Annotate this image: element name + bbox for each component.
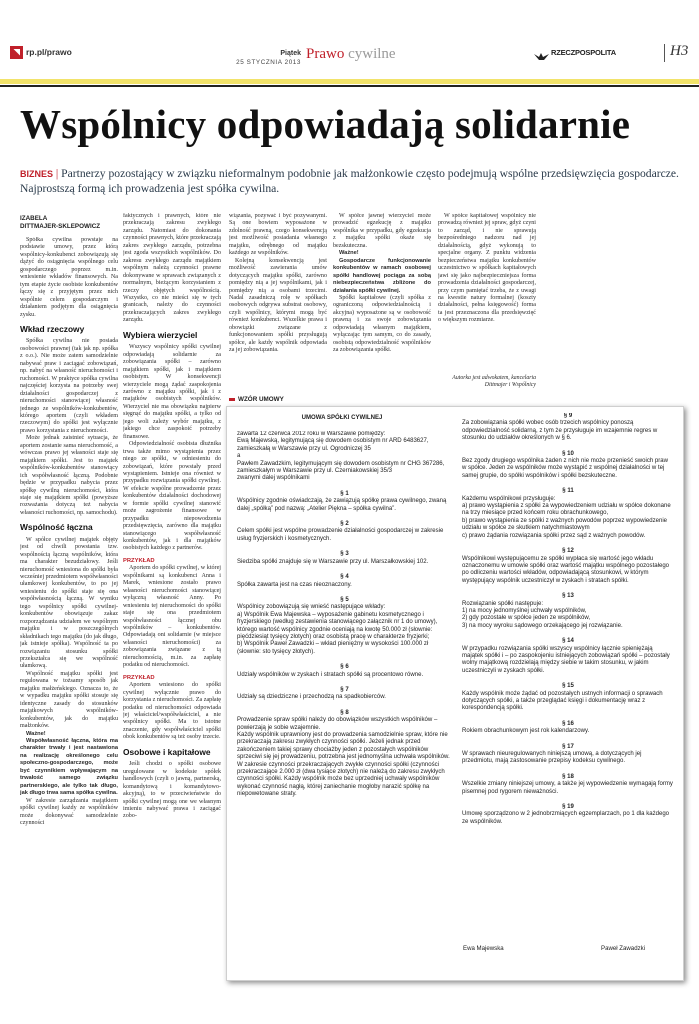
contract-paragraph: Za zobowiązania spółki wobec osób trzecich wspólnicy ponoszą odpowiedzialność solidarną, z tym że przysługuje im wzajemnie regres w stosunku do udziałów określonych w § 6. xyxy=(462,420,658,442)
author-note-line2: Dittmajer i Wspólnicy xyxy=(484,382,536,388)
contract-paragraph: 1) na mocy jednomyślnej uchwały wspólników, xyxy=(462,607,587,614)
publication-logo xyxy=(534,48,616,57)
contract-paragraph: a) Wspólnik Ewa Majewska – wyposażenie gabinetu kosmetycznego i fryzjerskiego (według zestawienia stanowiącego załącznik nr 1 do umowy), którego wartość wspólnicy zgodnie oceniają na kwotę 50.000 zł (słownie: pięćdziesiąt tysięcy złotych) oraz osobistą pracę w charakterze fryzjerki; xyxy=(237,611,438,640)
author-byline xyxy=(20,215,118,231)
lead-text: Partnerzy pozostający w związku nieformalnym podobnie jak małżonkowie często podejmują wspólne przedsięwzięcia gospodarcze. Najprostszą formą ich prowadzenia jest spółka cywilna. xyxy=(20,167,679,195)
contract-section-number: § 17 xyxy=(562,743,574,750)
note-paragraph: Ważne! xyxy=(26,730,46,737)
contract-paragraph: b) prawo wystąpienia ze spółki z ważnych powodów poprzez wypowiedzenie udziału w spółce ze skutkiem natychmiastowym xyxy=(462,517,668,532)
article-column-4 xyxy=(333,213,431,393)
rp-logo-icon xyxy=(10,46,23,59)
contract-paragraph: 3) na mocy wyroku sądowego orzekającego jej rozwiązanie. xyxy=(462,622,623,629)
contract-paragraph: Każdemu wspólnikowi przysługuje: xyxy=(462,495,556,502)
signature-left: Ewa Majewska xyxy=(463,945,504,952)
contract-section-number: § 1 xyxy=(340,490,349,497)
paragraph: Kolejną konsekwencją jest możliwość zawierania umów dotyczących majątku spółki, zarówno pomiędzy nią a jej wspólnikami, jak i pomiędzy nią a osobami trzecimi. Nadal zasadniczą rolę w spółkach osobowych odgrywa substrat osobowy, czyli wspólnicy, którymi mogą być również konkubenci. Wszelkie prawa i obowiązki związane z funkcjonowaniem spółki przysługują spółce, ale każdy wspólnik odpowiada za jej zobowiązania. xyxy=(229,257,327,354)
section-rule-thin xyxy=(0,85,699,87)
contract-section-number: § 14 xyxy=(562,638,574,645)
contract-title: UMOWA SPÓŁKI CYWILNEJ xyxy=(301,415,383,421)
category-label: BIZNES xyxy=(20,169,54,179)
contract-paragraph: c) prawo żądania rozwiązania spółki przez sąd z ważnych powodów. xyxy=(462,532,646,539)
contract-paragraph: Siedziba spółki znajduje się w Warszawie przy ul. Marszałkowskiej 102. xyxy=(237,558,429,565)
header-date: 25 STYCZNIA 2013 xyxy=(236,59,301,66)
contract-section-number: § 15 xyxy=(562,683,574,690)
author-note-line1: Autorka jest adwokatem, kancelaria xyxy=(452,375,536,381)
section-rule xyxy=(0,79,699,84)
page-number: H3 xyxy=(670,43,689,59)
note-paragraph: Gospodarcze funkcjonowanie konkubentów w ramach osobowej spółki handlowej pociąga za sobą niebezpieczeństwa zbliżone do działania spółki cywilnej. xyxy=(333,257,431,294)
paragraph: Wszyscy wspólnicy spółki cywilnej odpowiadają solidarnie za zobowiązania spółki – zarówno majątkiem spółki, jak i majątkiem osobistym. W konsekwencji wierzyciele mogą żądać zaspokojenia zarówno z majątku spółki, jak i z majątków osobistych wspólników. Wierzyciel nie ma obowiązku najpierw sięgnąć do majątku spółki, a tylko od jego woli zależy wybór majątku, z jakiego chce zaspokoić potrzeby finansowe. xyxy=(123,344,221,440)
contract-paragraph: Spółka zawarta jest na czas nieoznaczony. xyxy=(237,581,352,588)
contract-left-column xyxy=(237,431,452,963)
contract-section-number: § 3 xyxy=(340,551,349,558)
header-bar xyxy=(0,0,699,80)
paragraph: Spółka cywilna nie posiada osobowości prawnej (tak jak np. spółka z o.o.). Nie może zatem samodzielnie nabywać praw i zaciągać zobowiązań, np. nabyć na własność nieruchomości i ruchomości. W praktyce spółka cywilna najczęściej korzysta na potrzeby swej działalności gospodarczej z nieruchomości stanowiącej własność jednego ze wspólników-konkubentów, którego aportem (czyli wkładem rzeczowym) do spółki jest wyłącznie prawo korzystania z nieruchomości. xyxy=(20,338,118,434)
contract-document xyxy=(226,406,684,981)
contract-section-number: § 8 xyxy=(340,709,349,716)
contract-right-column xyxy=(462,413,674,883)
site-url[interactable]: rp.pl/prawo xyxy=(26,47,72,57)
template-label xyxy=(229,396,284,403)
contract-paragraph: Udziały wspólników w zyskach i stratach spółki są procentowo równe. xyxy=(237,671,424,678)
section-title xyxy=(306,46,396,63)
eagle-icon xyxy=(534,48,549,57)
paragraph: W zakresie zarządzania majątkiem spółki cywilnej każdy ze wspólników może dokonywać samodzielnie czynności xyxy=(20,797,118,826)
contract-paragraph: Rozwiązanie spółki następuje: xyxy=(462,600,544,607)
contract-paragraph: Każdy wspólnik może żądać od pozostałych ustnych informacji o sprawach dotyczących spółki, a także przeglądać księgi i dokumentację wraz z korespondencją spółki. xyxy=(462,690,663,712)
paragraph: W spółce cywilnej majątek objęty jest od chwili powstania tzw. wspólnością łączną wspólników, która ma charakter bezudziałowy. Jeśli nieruchomość wniesiona do spółki była wcześniej przedmiotem współwłasności ułamkowej konkubentów, to po jej wniesieniu do spółki staje się ona współwłasnością łączną. W wyniku tego wspólnicy spółki cywilnej-konkubentów obowiązuje zakaz rozporządzania udziałem we wspólnym majątku i w poszczególnych składnikach tego majątku (do jak długo, jak istnieje spółka). Wspólność ta po rozwiązaniu stosunku spółki przekształca się we wspólność ułamkową. xyxy=(20,536,118,670)
contract-paragraph: W przypadku rozwiązania spółki wszyscy wspólnicy łącznie spieniężają majątek spółki i – po zaspokojeniu istniejących zobowiązań spółki – pozostały wolny majątkową rozdzielają między siebie w takim stosunku, w jakim uczestniczyli w zyskach spółki. xyxy=(462,645,670,674)
paragraph: Aportem do spółki cywilnej, w której wspólnikami są konkubenci Anna i Marek, wniesione zostało prawo własności nieruchomości stanowiącej wyłączną własność Anny. Po wniesieniu tej nieruchomości do spółki staje się ona przedmiotem współwłasności łącznej obu wspólników – konkubentów. Odpowiadają oni solidarnie (w miejsce własności nieruchomości) za zobowiązania związane z tą nieruchomością, m.in. za zapłatę podatku od nieruchomości. xyxy=(123,565,221,669)
contract-paragraph: zawarta 12 czerwca 2012 roku w Warszawie pomiędzy: xyxy=(237,431,386,437)
contract-paragraph: Każdy wspólnik uprawniony jest do prowadzenia samodzielnie spraw, które nie przekraczają zakresu zwykłych czynności spółki. Jeżeli jednak przed zakończeniem takiej sprawy chociażby jeden z pozostałych wspólników sprzeciwi się jej prowadzeniu, potrzebna jest jednomyślna uchwała wspólników. xyxy=(237,732,450,761)
contract-paragraph: W zakresie czynności przekraczających zwykłe czynności spółki (czynności przekraczające 2.000 zł (dwa tysiące złotych) nie należą do zakresu zwykłych czynności spółki. Każdy wspólnik może bez uprzedniej uchwały wspólników wykonać czynność nagłą, której zaniechanie mogłoby narazić spółkę na niepowetowane straty. xyxy=(237,761,445,798)
author-note xyxy=(438,375,536,389)
contract-paragraph: Wspólnicy zobowiązują się wnieść następujące wkłady: xyxy=(237,604,386,611)
contract-section-number: § 16 xyxy=(562,720,574,727)
contract-paragraph: Pawłem Zawadzkim, legitymującym się dowodem osobistym nr CHG 367286, zamieszkałym w Warszawie przy ul. Czerniakowskiej 35/3 xyxy=(237,460,445,475)
category-separator: | xyxy=(55,167,62,180)
contract-paragraph: Wspólnikowi występującemu ze spółki wypłaca się wartość jego wkładu oznaczonemu w umowie spółki oraz wartość majątku wspólnego pozostałego po odliczeniu wartości wkładów, odpowiadającą stosunkowi, w którym występujący wspólnik uczestniczył w zyskach i stratach spółki. xyxy=(462,555,670,584)
contract-section-number: § 13 xyxy=(562,593,574,600)
contract-section-number: § 7 xyxy=(340,686,349,693)
contract-section-number: § 9 xyxy=(563,413,573,419)
note-paragraph: Współwłasność łączna, która ma charakter trwały i jest nastawiona na realizację określonego celu społeczno-gospodarczego, może być czynnikiem wpływającym na trwałość samego związku partnerskiego, ale tylko tak długo, jak długo trwa sama spółka cywilna. xyxy=(20,738,118,797)
note-paragraph: Ważne! xyxy=(339,250,359,257)
paragraph: Aportem wniesiono do spółki cywilnej wyłącznie prawo do korzystania z nieruchomości. Za zapłatę podatku od nieruchomości odpowiada jej właściciel/współwłaściciel, a nie wspólnicy spółki. Ma to istotne znaczenie, gdy współwłaściciel spółki obok konkubentów są też osoby trzecie. xyxy=(123,682,221,741)
contract-paragraph: W sprawach nieuregulowanych niniejszą umową, a dotyczących jej przedmiotu, mają zastosowanie przepisy kodeksu cywilnego. xyxy=(462,751,642,765)
paragraph: Wspólność majątku spółki jest regulowana w tożsamy sposób jak majątku małżeńskiego. Oznacza to, że w wypadku majątku spółki stosuje się identyczne zasady do stosunków majątkowych wspólników-konkubentów, jak do majątku małżonków. xyxy=(20,670,118,730)
contract-section-number: § 11 xyxy=(562,488,574,495)
contract-paragraph: Ewą Majewską, legitymującą się dowodem osobistym nr ARD 6483627, zamieszkałą w Warszawie przy ul. Ogrodniczej 35 xyxy=(237,438,429,452)
template-label-text: WZÓR UMOWY xyxy=(238,396,284,403)
contract-section-number: § 12 xyxy=(562,548,574,555)
contract-paragraph: Rokiem obrachunkowym jest rok kalendarzowy. xyxy=(462,728,590,735)
contract-section-number: § 5 xyxy=(340,596,349,603)
article-column-5 xyxy=(438,213,536,393)
paragraph: W spółce jawnej wierzyciel może prowadzić egzekucję z majątku wspólnika w przypadku, gdy egzekucja z majątku spółki okaże się bezskuteczna. xyxy=(333,213,431,249)
contract-paragraph: a) prawo wystąpienia z spółki za wypowiedzeniem udziału w spółce dokonane na trzy miesiące przed końcem roku obrachunkowego, xyxy=(462,503,671,517)
site-badge[interactable] xyxy=(10,44,72,60)
subheading: Osobowe i kapitałowe xyxy=(123,746,211,757)
subheading: Wspólność łączna xyxy=(20,522,93,533)
contract-paragraph: Celem spółki jest wspólne prowadzenie działalności gospodarczej w zakresie usług fryzjerskich i kosmetycznych. xyxy=(237,528,444,542)
contract-paragraph: 2) gdy pozostałe w spółce jeden ze wspólników, xyxy=(462,615,591,622)
paragraph: wiązania, pozywać i być pozywanymi. Są one bowiem wyposażone w zdolność prawną, czego konsekwencją jest możliwość posiadania własnego majątku, odrębnego od majątku każdego ze wspólników. xyxy=(229,213,327,257)
publication-name: RZECZPOSPOLITA xyxy=(551,48,616,57)
example-label: PRZYKŁAD xyxy=(123,557,155,564)
paragraph: Może jednak zaistnieć sytuacja, że aportem zostanie sama nieruchomość, a wówczas prawo jej własności staje się majątkiem spółki. Jest to majątek wspólników-konkubentów stanowiący ich współwłasność łączną. Podobnie będzie w przypadku nabycia przez spółkę cywilną nieruchomości, która staje się majątkiem spółki (powyższe rozważania dotyczą też nabycia własności ruchomości, np. samochodu). xyxy=(20,435,118,516)
paragraph: Jeśli chodzi o spółki osobowe uregulowane w kodeksie spółek handlowych (czyli o jawną, partnerską, komandytową i komandytowo-akcyjną), to w przeciwieństwie do spółki cywilnej mogą one we własnym imieniu nabywać prawa i zaciągać zobo- xyxy=(123,761,221,820)
contract-paragraph: Udziały są dziedziczne i przechodzą na spadkobierców. xyxy=(237,694,386,701)
contract-section-number: § 4 xyxy=(340,574,349,581)
article-column-2 xyxy=(123,213,221,1018)
paragraph: W spółce kapitałowej wspólnicy nie prowadzą również jej spraw, gdyż czyni to zarząd, i nie sprawują bezpośredniego nadzoru nad jej działalnością, gdyż wykonują to specjalne organy. Z punktu widzenia bezpieczeństwa majątku konkubentów uczestnictwo w spółkach kapitałowych jawi się jako najbezpieczniejsza forma prowadzenia działalności gospodarczej, przy czym pamiętać trzeba, że z uwagi na kwestie natury formalnej (koszty działalności, pełna księgowość) forma ta jest przeznaczona dla przedsięwzięć o większym rozmiarze. xyxy=(438,213,536,324)
label-marker xyxy=(229,398,235,401)
contract-paragraph: Umowę sporządzono w 2 jednobrzmiących egzemplarzach, po 1 dla każdego ze wspólników. xyxy=(462,811,670,825)
paragraph: faktycznych i prawnych, które nie przekraczają zakresu zwykłego zarządu. Natomiast do dokonania czynności prawnych, które przekraczają zakres zwykłego zarządu, potrzebna jest zgoda wszystkich wspólników. Do zakresu zwykłego zarządu majątkiem wspólnym należą czynności prawne dokonywane w sprawach związanych z normalnym, bieżącym korzystaniem z rzeczy objętych wspólnością. Wszystko, co nie mieści się w tych granicach, należy do czynności przekraczających zakres zwykłego zarządu. xyxy=(123,213,221,324)
lead xyxy=(20,167,680,196)
section-title-part2: cywilne xyxy=(348,46,396,62)
subheading: Wkład rzeczowy xyxy=(20,323,85,334)
paragraph: Spółki kapitałowe (czyli spółka z ograniczoną odpowiedzialnością i akcyjna) wyposażone są w osobowość prawną i za swoje zobowiązania odpowiadają własnym majątkiem, wyłączając tym samym, co do zasady, osobistą odpowiedzialność wspólników za zobowiązania spółki. xyxy=(333,294,431,354)
header-day: Piątek xyxy=(280,50,301,57)
author-last: DITTMAJER-SKLEPOWICZ xyxy=(20,223,101,230)
article-column-1 xyxy=(20,237,118,1017)
contract-paragraph: Prowadzenie spraw spółki należy do obowiązków wszystkich wspólników – powierzają je sobie wzajemnie. xyxy=(237,717,438,731)
contract-paragraph: Wszelkie zmiany niniejszej umowy, a także jej wypowiedzenie wymagają formy pisemnej pod rygorem nieważności. xyxy=(462,781,673,795)
contract-paragraph: Wspólnicy zgodnie oświadczają, że zawiązują spółkę prawa cywilnego, zwaną dalej „spółką” pod nazwą: „Atelier Piękna – spółka cywilna”. xyxy=(237,498,447,512)
subheading: Wybiera wierzyciel xyxy=(123,329,198,340)
signature-right: Paweł Zawadzki xyxy=(601,945,646,952)
contract-paragraph: b) Wspólnik Paweł Zawadzki – wkład pieniężny w wysokości 100.000 zł (słownie: sto tysięcy złotych). xyxy=(237,641,429,655)
contract-paragraph: zwanymi dalej wspólnikami xyxy=(237,475,310,482)
contract-section-number: § 19 xyxy=(562,804,574,811)
header-divider xyxy=(664,44,665,62)
contract-section-number: § 10 xyxy=(562,450,574,457)
paragraph: Spółka cywilna powstaje na podstawie umowy, przez którą wspólnicy-konkubenci zobowiązują się dążyć do osiągnięcia wspólnego celu gospodarczego poprzez m.in. wniesienie wkładów finansowych. Na tym etapie życie osobiste konkubentów łączy się z przyjętym przez nich wspólnie celem gospodarczym i działaniem podjętym dla osiągnięcia zysku. xyxy=(20,237,118,318)
contract-section-number: § 2 xyxy=(340,521,349,528)
headline: Wspólnicy odpowiadają solidarnie xyxy=(20,101,631,147)
paragraph: Odpowiedzialność osobista dłużnika trwa także mimo wystąpienia przez niego ze spółki, w odniesieniu do zobowiązań, które powstały przed wystąpieniem. Istnieje ona również w przypadku rozwiązania spółki cywilnej. W efekcie wspólne prowadzenie przez konkubentów działalności dochodowej w formie spółki cywilnej stanowić może zagrożenie finansowe w przypadku niepowodzenia przedsięwzięcia, zarówno dla majątku stanowiącego współwłasność konkubentów, jak i dla majątków osobistych każdego z partnerów. xyxy=(123,441,221,552)
contract-section-number: § 18 xyxy=(562,773,574,780)
contract-paragraph: a xyxy=(237,453,241,460)
article-column-3 xyxy=(229,213,327,393)
contract-section-number: § 6 xyxy=(340,664,349,671)
section-title-part1: Prawo xyxy=(306,46,345,62)
author-first: IZABELA xyxy=(20,215,48,222)
contract-paragraph: Bez zgody drugiego wspólnika żaden z nich nie może przenieść swoich praw w spółce. Jeden ze wspólników może wystąpić z wspólnej działalności w tej samej grupie, do spółki wspólników i spółki bezskuteczne. xyxy=(462,458,669,479)
example-label: PRZYKŁAD xyxy=(123,674,155,681)
